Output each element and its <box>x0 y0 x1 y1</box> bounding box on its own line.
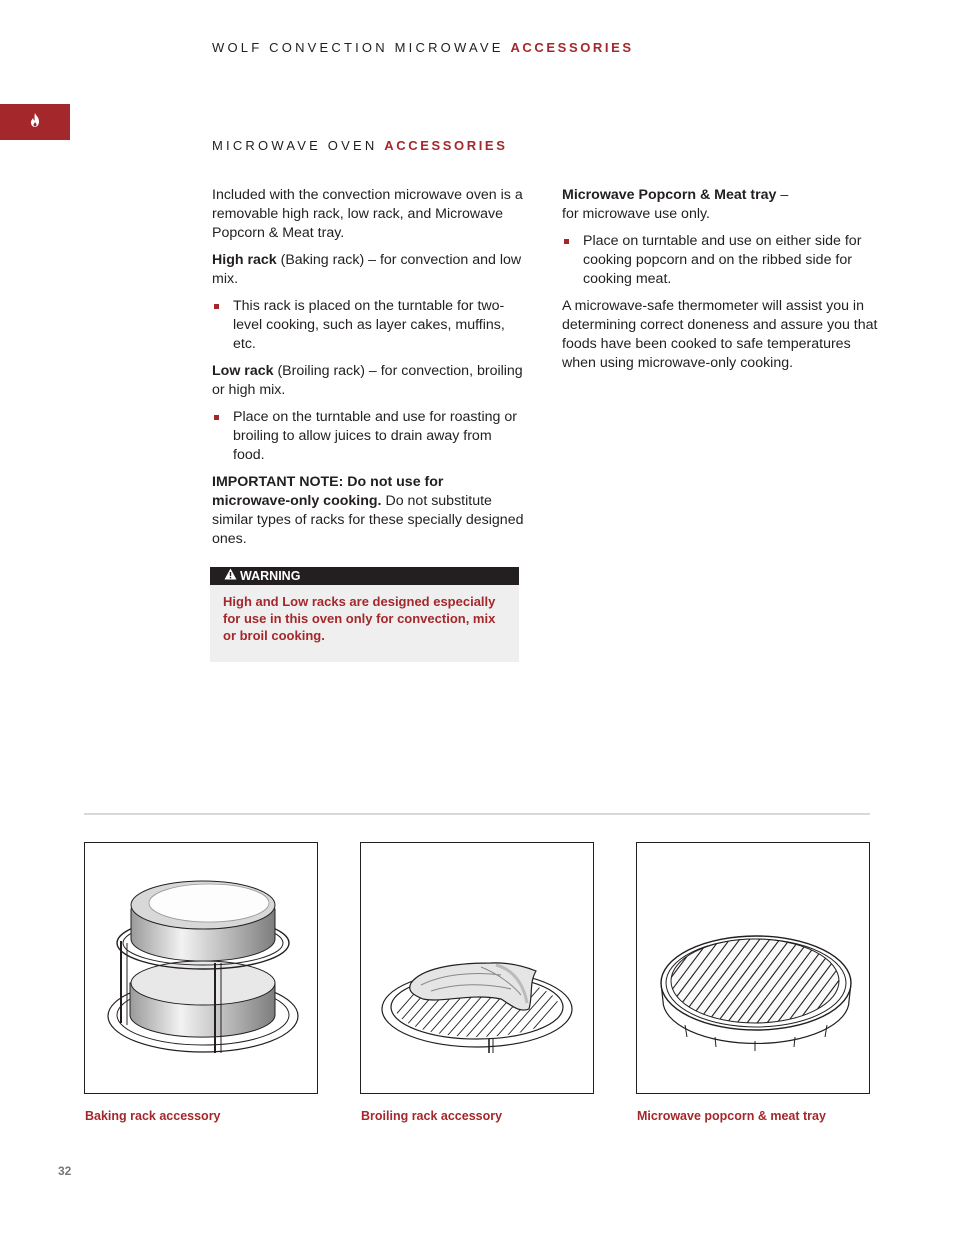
flame-icon <box>28 112 42 133</box>
running-header-prefix: WOLF CONVECTION MICROWAVE <box>212 40 504 55</box>
baking-rack-caption: Baking rack accessory <box>85 1109 221 1123</box>
important-note-bold: IMPORTANT NOTE: Do not use for microwave-only cooking. <box>212 474 444 509</box>
right-column <box>562 186 882 381</box>
section-title <box>212 138 507 153</box>
tray-label: Microwave Popcorn & Meat tray <box>562 187 777 203</box>
tray-paragraph <box>562 186 882 224</box>
section-tab <box>0 104 70 140</box>
high-rack-paragraph <box>212 251 524 289</box>
warning-box <box>210 567 519 662</box>
broiling-rack-caption: Broiling rack accessory <box>361 1109 503 1123</box>
popcorn-meat-tray-illustration <box>637 843 869 1093</box>
running-header <box>212 40 634 55</box>
baking-rack-figure <box>84 842 318 1094</box>
section-title-accent: ACCESSORIES <box>384 138 508 153</box>
thermometer-paragraph: A microwave-safe thermometer will assist you in determining correct doneness and assure you that foods have been cooked to safe temperatures when using microwave-only cooking. <box>562 298 878 371</box>
low-rack-description: (Broiling rack) – for convection, broiling or high mix. <box>212 363 523 398</box>
high-rack-bullet: This rack is placed on the turntable for two-level cooking, such as layer cakes, muffins, etc. <box>212 297 524 354</box>
warning-label: WARNING <box>240 569 301 583</box>
low-rack-label: Low rack <box>212 363 274 379</box>
tray-bullet: Place on turntable and use on either side for cooking popcorn and on the ribbed side for cooking meat. <box>562 232 882 289</box>
popcorn-tray-caption: Microwave popcorn & meat tray <box>637 1109 826 1123</box>
section-divider <box>84 813 870 815</box>
section-title-prefix: MICROWAVE OVEN <box>212 138 378 153</box>
high-rack-label: High rack <box>212 252 277 268</box>
page-number: 32 <box>58 1164 72 1178</box>
high-rack-description: (Baking rack) – for convection and low mix. <box>212 252 522 287</box>
tray-description: for microwave use only. <box>562 206 710 222</box>
warning-header <box>210 567 519 585</box>
tray-dash: – <box>776 187 789 203</box>
broiling-rack-figure <box>360 842 594 1094</box>
popcorn-tray-figure <box>636 842 870 1094</box>
low-rack-paragraph <box>212 362 524 400</box>
running-header-accent: ACCESSORIES <box>510 40 634 55</box>
intro-paragraph: Included with the convection microwave oven is a removable high rack, low rack, and Microwave Popcorn & Meat tray. <box>212 187 523 241</box>
warning-text: High and Low racks are designed especially for use in this oven only for convection, mix or broil cooking. <box>223 594 496 643</box>
warning-triangle-icon <box>224 567 237 585</box>
baking-rack-illustration <box>85 843 317 1093</box>
important-note-text: Do not substitute similar types of racks for these specially designed ones. <box>212 493 524 547</box>
broiling-rack-illustration <box>361 843 593 1093</box>
low-rack-bullet: Place on the turntable and use for roasting or broiling to allow juices to drain away from food. <box>212 408 524 465</box>
important-note <box>212 473 524 549</box>
left-column <box>212 186 524 557</box>
